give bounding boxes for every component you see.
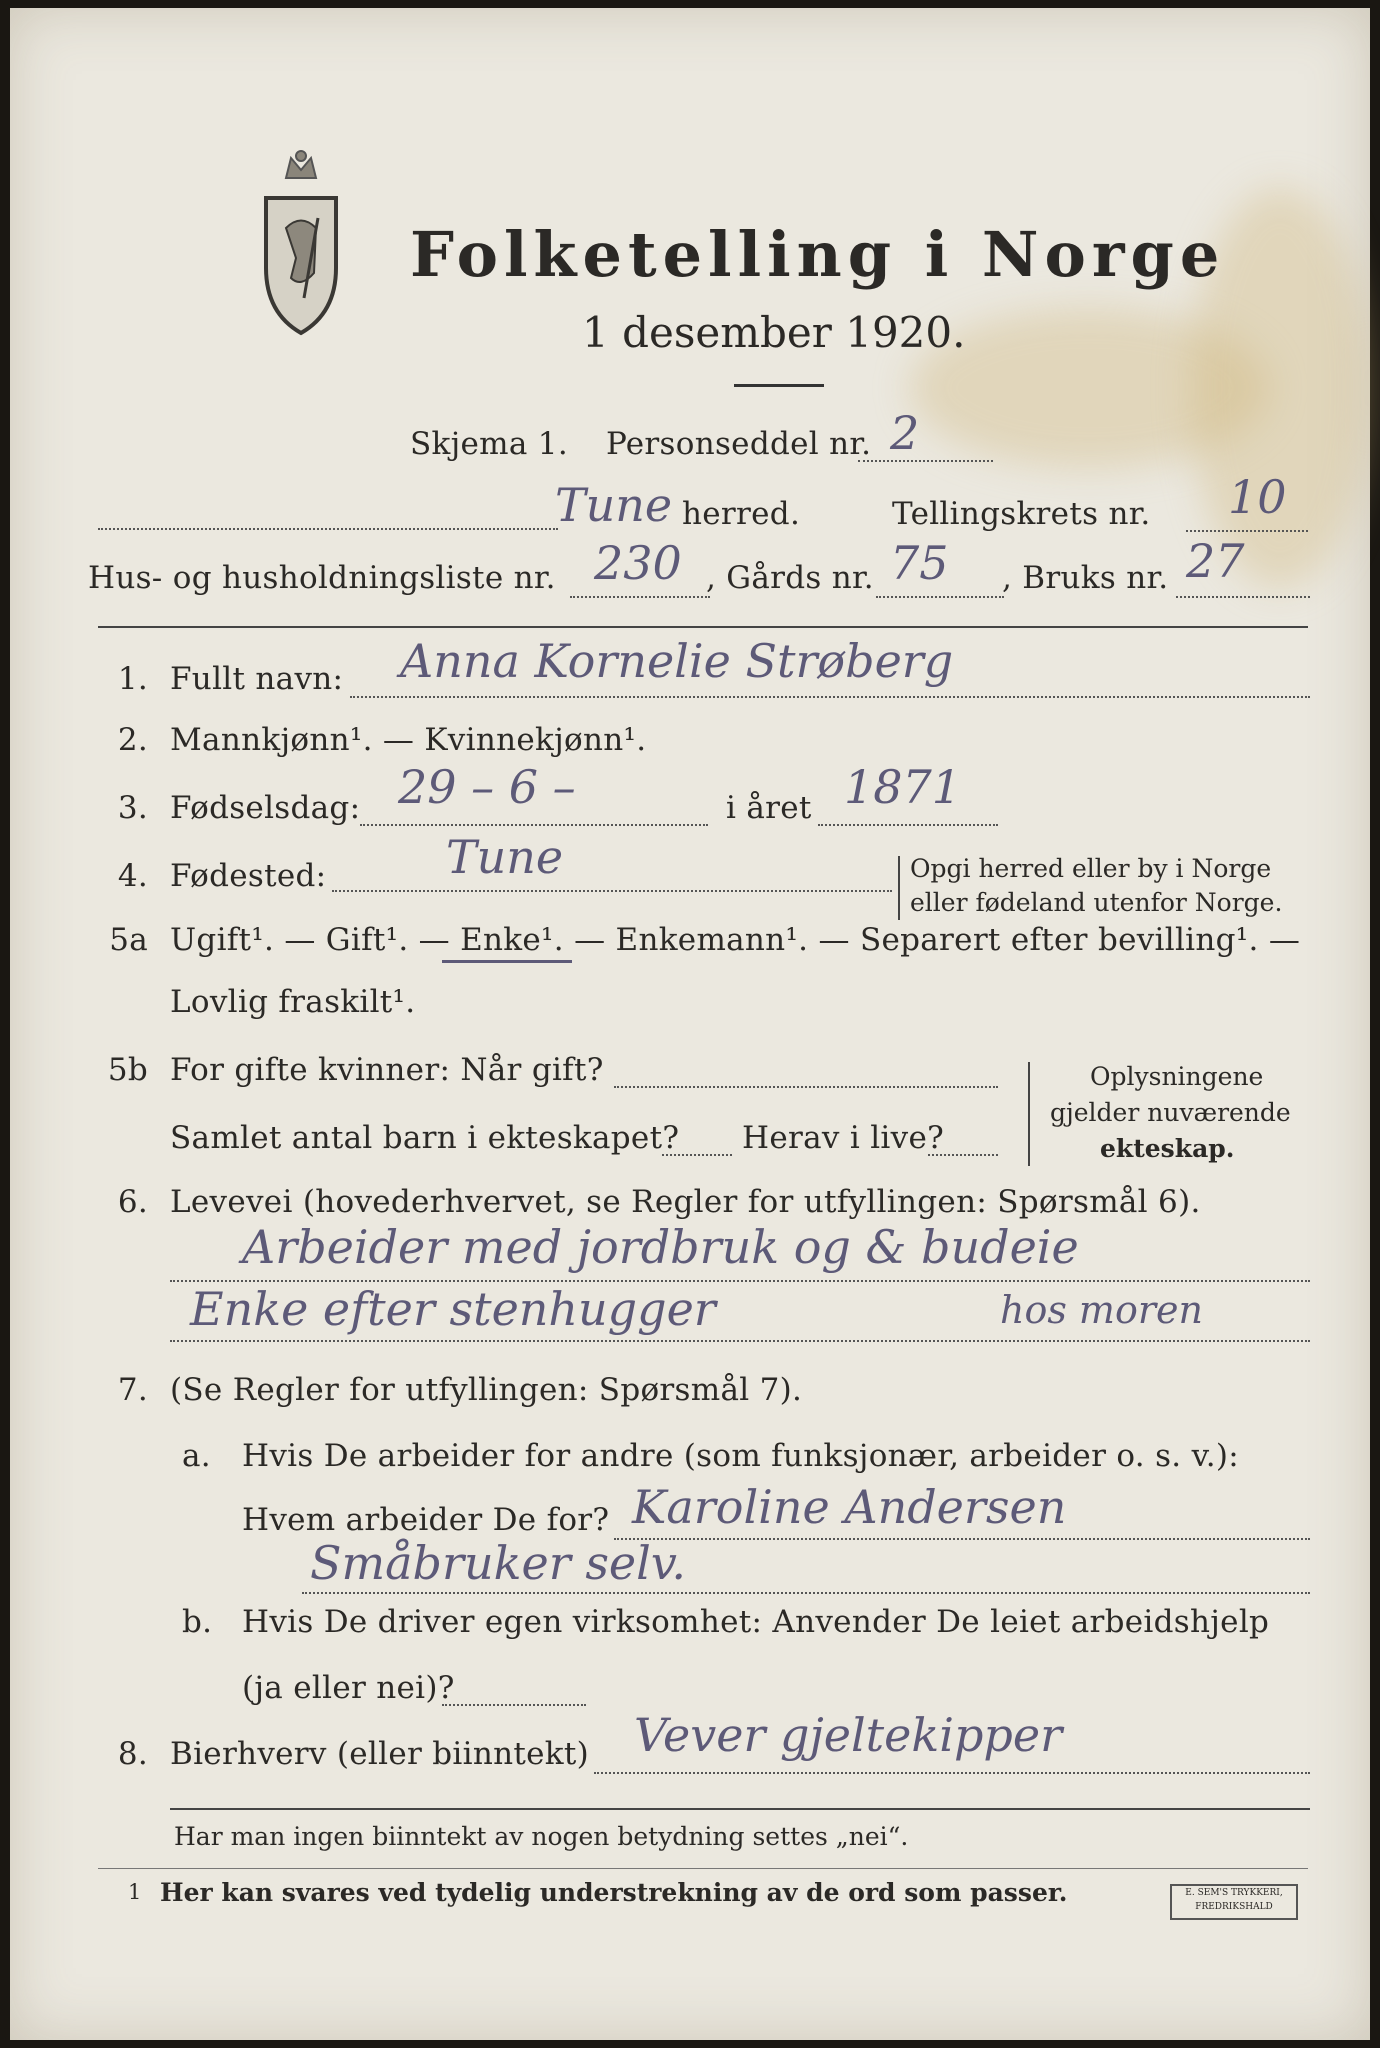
marital-status-line2: Lovlig fraskilt¹. bbox=[170, 984, 416, 1020]
coat-of-arms-icon bbox=[246, 148, 356, 338]
q5b-note-line1: Oplysningene bbox=[1090, 1062, 1264, 1091]
printer-stamp bbox=[1170, 1884, 1298, 1920]
footnote-number: 1 bbox=[128, 1880, 142, 1904]
q6-label: Levevei (hovederhvervet, se Regler for utfyllingen: Spørsmål 6). bbox=[170, 1184, 1201, 1220]
q7b-letter: b. bbox=[182, 1604, 213, 1640]
printer-city: FREDRIKSHALD bbox=[1195, 1902, 1273, 1912]
children-total-label: Samlet antal barn i ekteskapet? bbox=[170, 1120, 680, 1156]
personseddel-label: Personseddel nr. bbox=[606, 426, 872, 462]
q1-label: Fullt navn: bbox=[170, 661, 344, 697]
footer-note: Har man ingen biinntekt av nogen betydning settes „nei“. bbox=[174, 1822, 909, 1851]
birth-year-field[interactable]: 1871 bbox=[844, 760, 962, 814]
marital-status-options[interactable]: Ugift¹. — Gift¹. — Enke¹. — Enkemann¹. — Separert efter bevilling¹. — bbox=[170, 922, 1301, 958]
q1-number: 1. bbox=[117, 661, 148, 697]
q5b-brace bbox=[1028, 1062, 1030, 1166]
husliste-label: Hus- og husholdningsliste nr. bbox=[88, 560, 556, 596]
census-form bbox=[10, 8, 1370, 2040]
full-name-field[interactable]: Anna Kornelie Strøberg bbox=[400, 634, 954, 688]
q7a-letter: a. bbox=[182, 1438, 211, 1474]
footer-divider bbox=[170, 1808, 1310, 1810]
q7b-line2: (ja eller nei)? bbox=[242, 1670, 455, 1706]
q7a-line2: Hvem arbeider De for? bbox=[242, 1502, 610, 1538]
bruks-value[interactable]: 27 bbox=[1186, 534, 1245, 588]
bruks-label: , Bruks nr. bbox=[1002, 560, 1169, 596]
husliste-value[interactable]: 230 bbox=[594, 536, 682, 590]
q7-number: 7. bbox=[117, 1372, 148, 1408]
birthplace-field[interactable]: Tune bbox=[446, 830, 564, 884]
secondary-occupation-field[interactable]: Vever gjeltekipper bbox=[634, 1708, 1063, 1762]
q4-note-line2: eller fødeland utenfor Norge. bbox=[910, 888, 1283, 917]
q7b-line1: Hvis De driver egen virksomhet: Anvender De leiet arbeidshjelp bbox=[242, 1604, 1270, 1640]
occupation-field-note[interactable]: hos moren bbox=[1000, 1288, 1203, 1332]
printer-name: E. SEM'S TRYKKERI, bbox=[1185, 1888, 1283, 1898]
enke-underline bbox=[442, 960, 572, 963]
children-alive-label: Herav i live? bbox=[742, 1120, 945, 1156]
q4-number: 4. bbox=[117, 858, 148, 894]
q3-number: 3. bbox=[117, 790, 148, 826]
q5b-note-line2: gjelder nuværende bbox=[1050, 1098, 1291, 1127]
herred-label: herred. bbox=[682, 496, 801, 532]
personseddel-value[interactable]: 2 bbox=[890, 406, 920, 460]
employer-field[interactable]: Karoline Andersen bbox=[632, 1480, 1067, 1534]
gender-options[interactable]: Mannkjønn¹. — Kvinnekjønn¹. bbox=[170, 722, 647, 758]
occupation-field-line1[interactable]: Arbeider med jordbruk og & budeie bbox=[242, 1220, 1079, 1274]
q5a-number: 5a bbox=[109, 922, 148, 958]
year-label: i året bbox=[726, 790, 812, 826]
footnote-divider bbox=[98, 1868, 1308, 1869]
title-divider bbox=[734, 384, 824, 387]
skjema-label: Skjema 1. bbox=[410, 426, 568, 462]
q4-label: Fødested: bbox=[170, 858, 327, 894]
herred-value[interactable]: Tune bbox=[555, 478, 673, 532]
gards-value[interactable]: 75 bbox=[890, 536, 949, 590]
q8-label: Bierhverv (eller biinntekt) bbox=[170, 1736, 590, 1772]
section-divider bbox=[98, 626, 1308, 628]
q7a-line1: Hvis De arbeider for andre (som funksjonær, arbeider o. s. v.): bbox=[242, 1438, 1240, 1474]
tellingskrets-value[interactable]: 10 bbox=[1228, 470, 1287, 524]
occupation-field-line2[interactable]: Enke efter stenhugger bbox=[190, 1282, 716, 1336]
q3-label: Fødselsdag: bbox=[170, 790, 361, 826]
q5b-note-line3: ekteskap. bbox=[1100, 1134, 1235, 1163]
census-date: 1 desember 1920. bbox=[582, 308, 966, 357]
q6-number: 6. bbox=[117, 1184, 148, 1220]
q8-number: 8. bbox=[117, 1736, 148, 1772]
q5b-number: 5b bbox=[107, 1052, 148, 1088]
footnote-text: Her kan svares ved tydelig understrekning av de ord som passer. bbox=[160, 1878, 1068, 1907]
married-when-label: For gifte kvinner: Når gift? bbox=[170, 1052, 604, 1088]
birthday-field[interactable]: 29 – 6 – bbox=[398, 760, 576, 814]
employer-field-line2[interactable]: Småbruker selv. bbox=[310, 1536, 687, 1590]
q4-brace bbox=[898, 856, 900, 920]
q4-note-line1: Opgi herred eller by i Norge bbox=[910, 854, 1272, 883]
q2-number: 2. bbox=[117, 722, 148, 758]
q7-label: (Se Regler for utfyllingen: Spørsmål 7). bbox=[170, 1372, 803, 1408]
tellingskrets-label: Tellingskrets nr. bbox=[892, 496, 1151, 532]
gards-label: , Gårds nr. bbox=[706, 560, 874, 596]
form-title: Folketelling i Norge bbox=[410, 218, 1226, 291]
